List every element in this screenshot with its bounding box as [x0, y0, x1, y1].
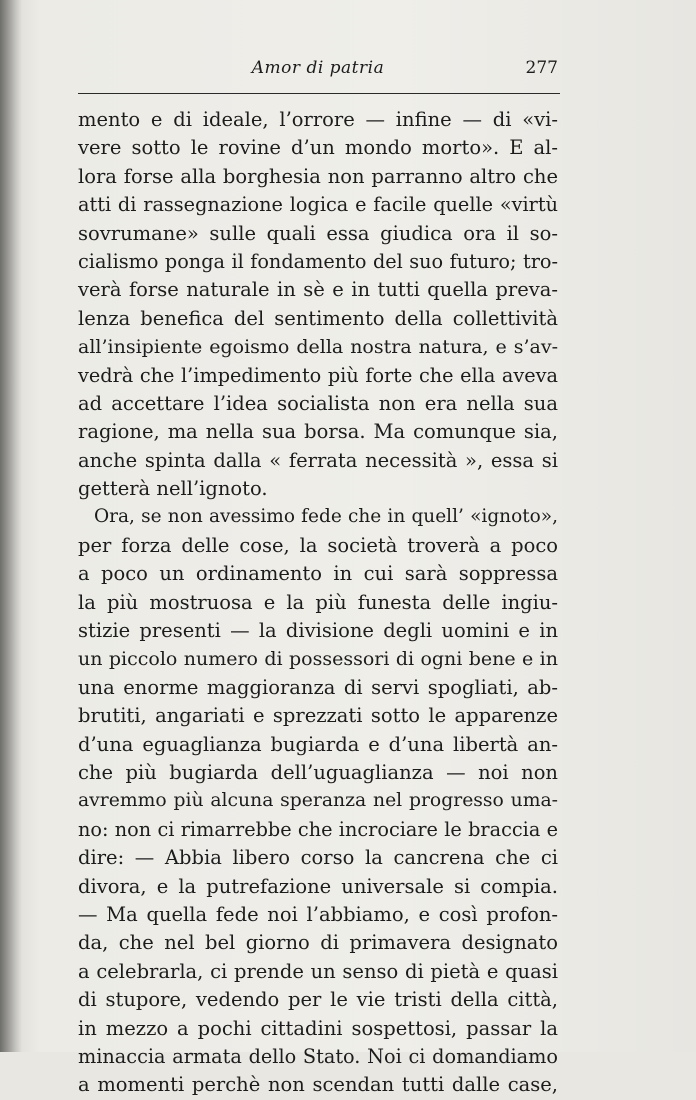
text-line: atti di rassegnazione logica e facile quelle «virtù	[78, 193, 558, 217]
text-line: — Ma quella fede noi l’abbiamo, e così profon-	[78, 902, 558, 926]
running-title: Amor di patria	[251, 58, 385, 78]
text-line: una enorme maggioranza di servi spogliati, ab-	[78, 675, 558, 699]
text-line: da, che nel bel giorno di primavera designato	[78, 931, 558, 955]
text-line: d’una eguaglianza bugiarda e d’una libertà an-	[78, 732, 558, 756]
text-line: a celebrarla, ci prende un senso di pietà e quasi	[78, 959, 558, 983]
text-line: verà forse naturale in sè e in tutti quella preva-	[78, 278, 558, 302]
text-line: stizie presenti — la divisione degli uomini e in	[78, 619, 558, 643]
text-line-paragraph-start: Ora, se non avessimo fede che in quell’ «ignoto»,	[94, 506, 558, 528]
body-text	[78, 106, 558, 1100]
header-rule	[78, 93, 560, 94]
text-line: avremmo più alcuna speranza nel progresso uma-	[78, 790, 558, 812]
text-line: all’insipiente egoismo della nostra natura, e s’av-	[78, 336, 558, 359]
text-line-paragraph-end: getterà nell’ignoto.	[78, 477, 268, 501]
text-line: vere sotto le rovine d’un mondo morto». E al-	[78, 136, 558, 160]
text-line: sovrumane» sulle quali essa giudica ora il so-	[78, 221, 558, 245]
text-line: lora forse alla borghesia non parranno altro che	[78, 164, 558, 188]
text-line: che più bugiarda dell’uguaglianza — noi non	[78, 760, 558, 784]
text-line: ad accettare l’idea socialista non era nella sua	[78, 391, 558, 415]
text-line: ragione, ma nella sua borsa. Ma comunque sia,	[78, 420, 558, 444]
text-line: anche spinta dalla « ferrata necessità », essa si	[78, 448, 558, 472]
text-line: minaccia armata dello Stato. Noi ci domandiamo	[78, 1044, 558, 1068]
text-line: dire: — Abbia libero corso la cancrena che ci	[78, 846, 558, 870]
text-line: divora, e la putrefazione universale si compia.	[78, 874, 558, 898]
text-line: no: non ci rimarrebbe che incrociare le braccia e	[78, 817, 558, 841]
page-number: 277	[525, 58, 558, 78]
text-line: per forza delle cose, la società troverà a poco	[78, 533, 558, 557]
text-line: lenza benefica del sentimento della collettività	[78, 306, 558, 330]
text-line: mento e di ideale, l’orrore — infine — di «vi-	[78, 108, 558, 131]
page-header	[78, 58, 558, 84]
text-line: brutiti, angariati e sprezzati sotto le apparenze	[78, 704, 558, 728]
text-line: vedrà che l’impedimento più forte che ella aveva	[78, 363, 558, 387]
text-line: di stupore, vedendo per le vie tristi della città,	[78, 988, 558, 1012]
text-line: cialismo ponga il fondamento del suo futuro; tro-	[78, 249, 558, 273]
text-line: un piccolo numero di possessori di ogni bene e in	[78, 648, 558, 671]
text-line: a poco un ordinamento in cui sarà soppressa	[78, 562, 558, 586]
text-line: a momenti perchè non scendan tutti dalle case,	[78, 1073, 558, 1097]
text-line: in mezzo a pochi cittadini sospettosi, passar la	[78, 1016, 558, 1040]
book-spine-shadow	[0, 0, 22, 1052]
text-line: la più mostruosa e la più funesta delle ingiu-	[78, 590, 558, 614]
